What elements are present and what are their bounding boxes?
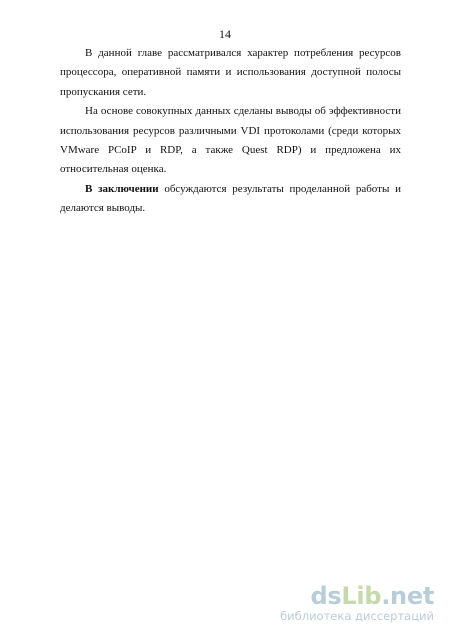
watermark-subtitle: библиотека диссертаций [280,609,434,623]
paragraph-3 [60,180,401,219]
paragraph-1-text: В данной главе рассматривался характер потребления ресурсов процессора, оперативной памяти и использования доступной полосы пропускания сети. [60,47,401,98]
paragraph-2-text: На основе совокупных данных сделаны выводы об эффективности использования ресурсов различными VDI протоколами (среди которых VMware PCoIP и RDP, а также Quest RDP) и предложена их относительная оценка. [60,105,401,176]
body-text [60,44,401,219]
paragraph-2 [60,102,401,180]
dslib-watermark [234,583,434,623]
page-number: 14 [219,27,231,41]
paragraph-1 [60,44,401,102]
logo-part-net: .net [381,582,434,610]
dslib-logo [234,583,434,609]
logo-part-lib: Lib [341,582,382,610]
logo-part-ds: ds [310,582,342,610]
paragraph-3-text: обсуждаются результаты проделанной работы и делаются выводы. [60,182,401,215]
paragraph-3-bold-lead: В заключении [85,182,159,195]
